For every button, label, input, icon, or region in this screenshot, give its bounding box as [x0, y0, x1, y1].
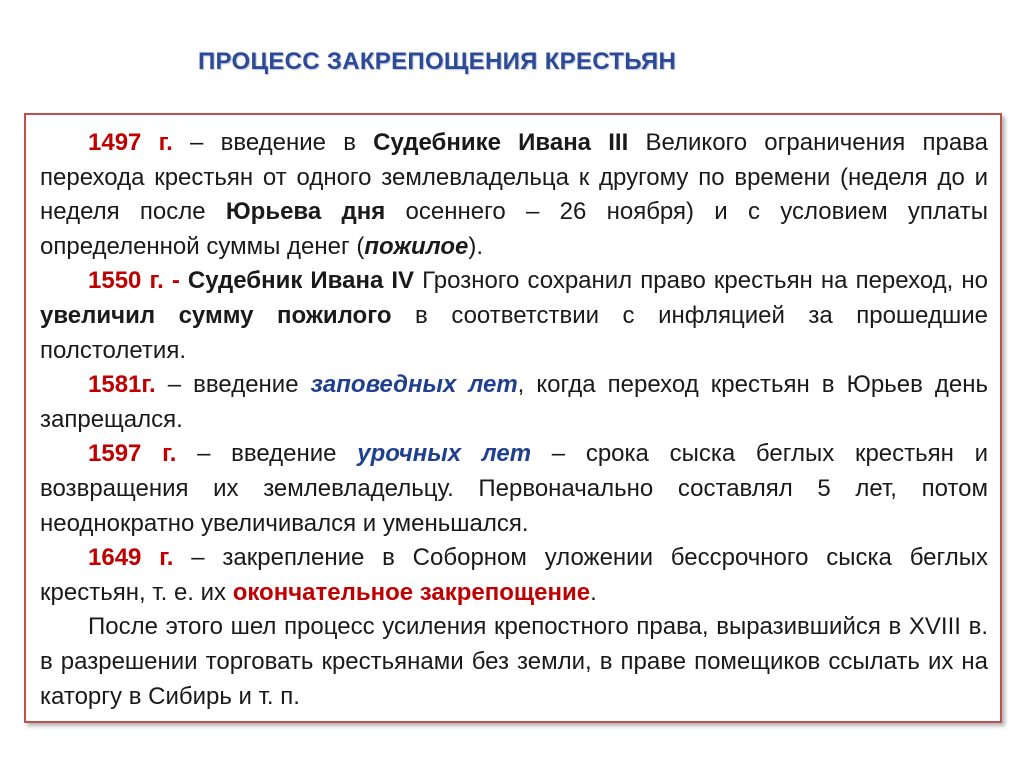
year-label: 1597 г.: [88, 440, 177, 468]
text-run: – введение в: [172, 129, 374, 156]
bold-term: Юрьева дня: [225, 198, 386, 226]
bold-term: увеличил сумму пожилого: [40, 301, 392, 329]
text-run: ).: [468, 232, 484, 260]
paragraph-1497: [40, 126, 988, 264]
blue-term: урочных лет: [357, 440, 532, 468]
bold-term: Судебник Ивана IV: [187, 267, 415, 295]
paragraph-1581: [40, 368, 988, 437]
bold-italic-term: пожилое: [364, 232, 469, 260]
bold-term: Судебнике Ивана III: [373, 129, 629, 156]
year-label: 1497 г.: [88, 129, 173, 156]
text-run: [180, 267, 188, 294]
year-label: 1581г.: [88, 371, 156, 399]
paragraph-1649: [40, 541, 988, 610]
page-title: ПРОЦЕСС ЗАКРЕПОЩЕНИЯ КРЕСТЬЯН: [198, 48, 677, 75]
content-text: [40, 126, 988, 714]
paragraph-1597: [40, 437, 988, 541]
text-run: – введение: [176, 440, 358, 468]
paragraph-1550: [40, 264, 988, 368]
text-run: После этого шел процесс усиления крепостного права, выразившийся в XVIII в. в разрешении торговать крестьянами без земли, в праве помещиков ссылать их на каторгу в Сибирь и т. п.: [40, 613, 988, 710]
text-run: , когда переход крестьян в Юрьев день запрещался.: [40, 371, 989, 433]
year-label: 1649 г.: [88, 544, 174, 572]
text-run: в соответствии с инфляцией за прошедшие полстолетия.: [40, 301, 988, 364]
paragraph-conclusion: [40, 610, 988, 714]
text-run: – закрепление в Соборном уложении бессрочного сыска беглых крестьян, т. е. их: [40, 544, 988, 606]
blue-term: заповедных лет: [310, 371, 518, 399]
red-term: окончательное закрепощение: [232, 578, 591, 606]
text-run: – срока сыска беглых крестьян и возвращения их землевладельцу. Первоначально составлял 5 лет, потом неоднократно увеличивался и уменьшался.: [40, 440, 988, 537]
text-run: осеннего – 26 ноября) и с условием уплаты определенной суммы денег (: [40, 198, 988, 260]
year-label: 1550 г. -: [88, 267, 180, 295]
text-run: Грозного сохранил право крестьян на переход, но: [414, 267, 988, 295]
text-run: Великого ограничения права перехода крестьян от одного землевладельца к другому по времени (неделя до и неделя после: [40, 129, 988, 226]
text-run: – введение: [155, 371, 311, 399]
text-run: .: [590, 578, 597, 606]
